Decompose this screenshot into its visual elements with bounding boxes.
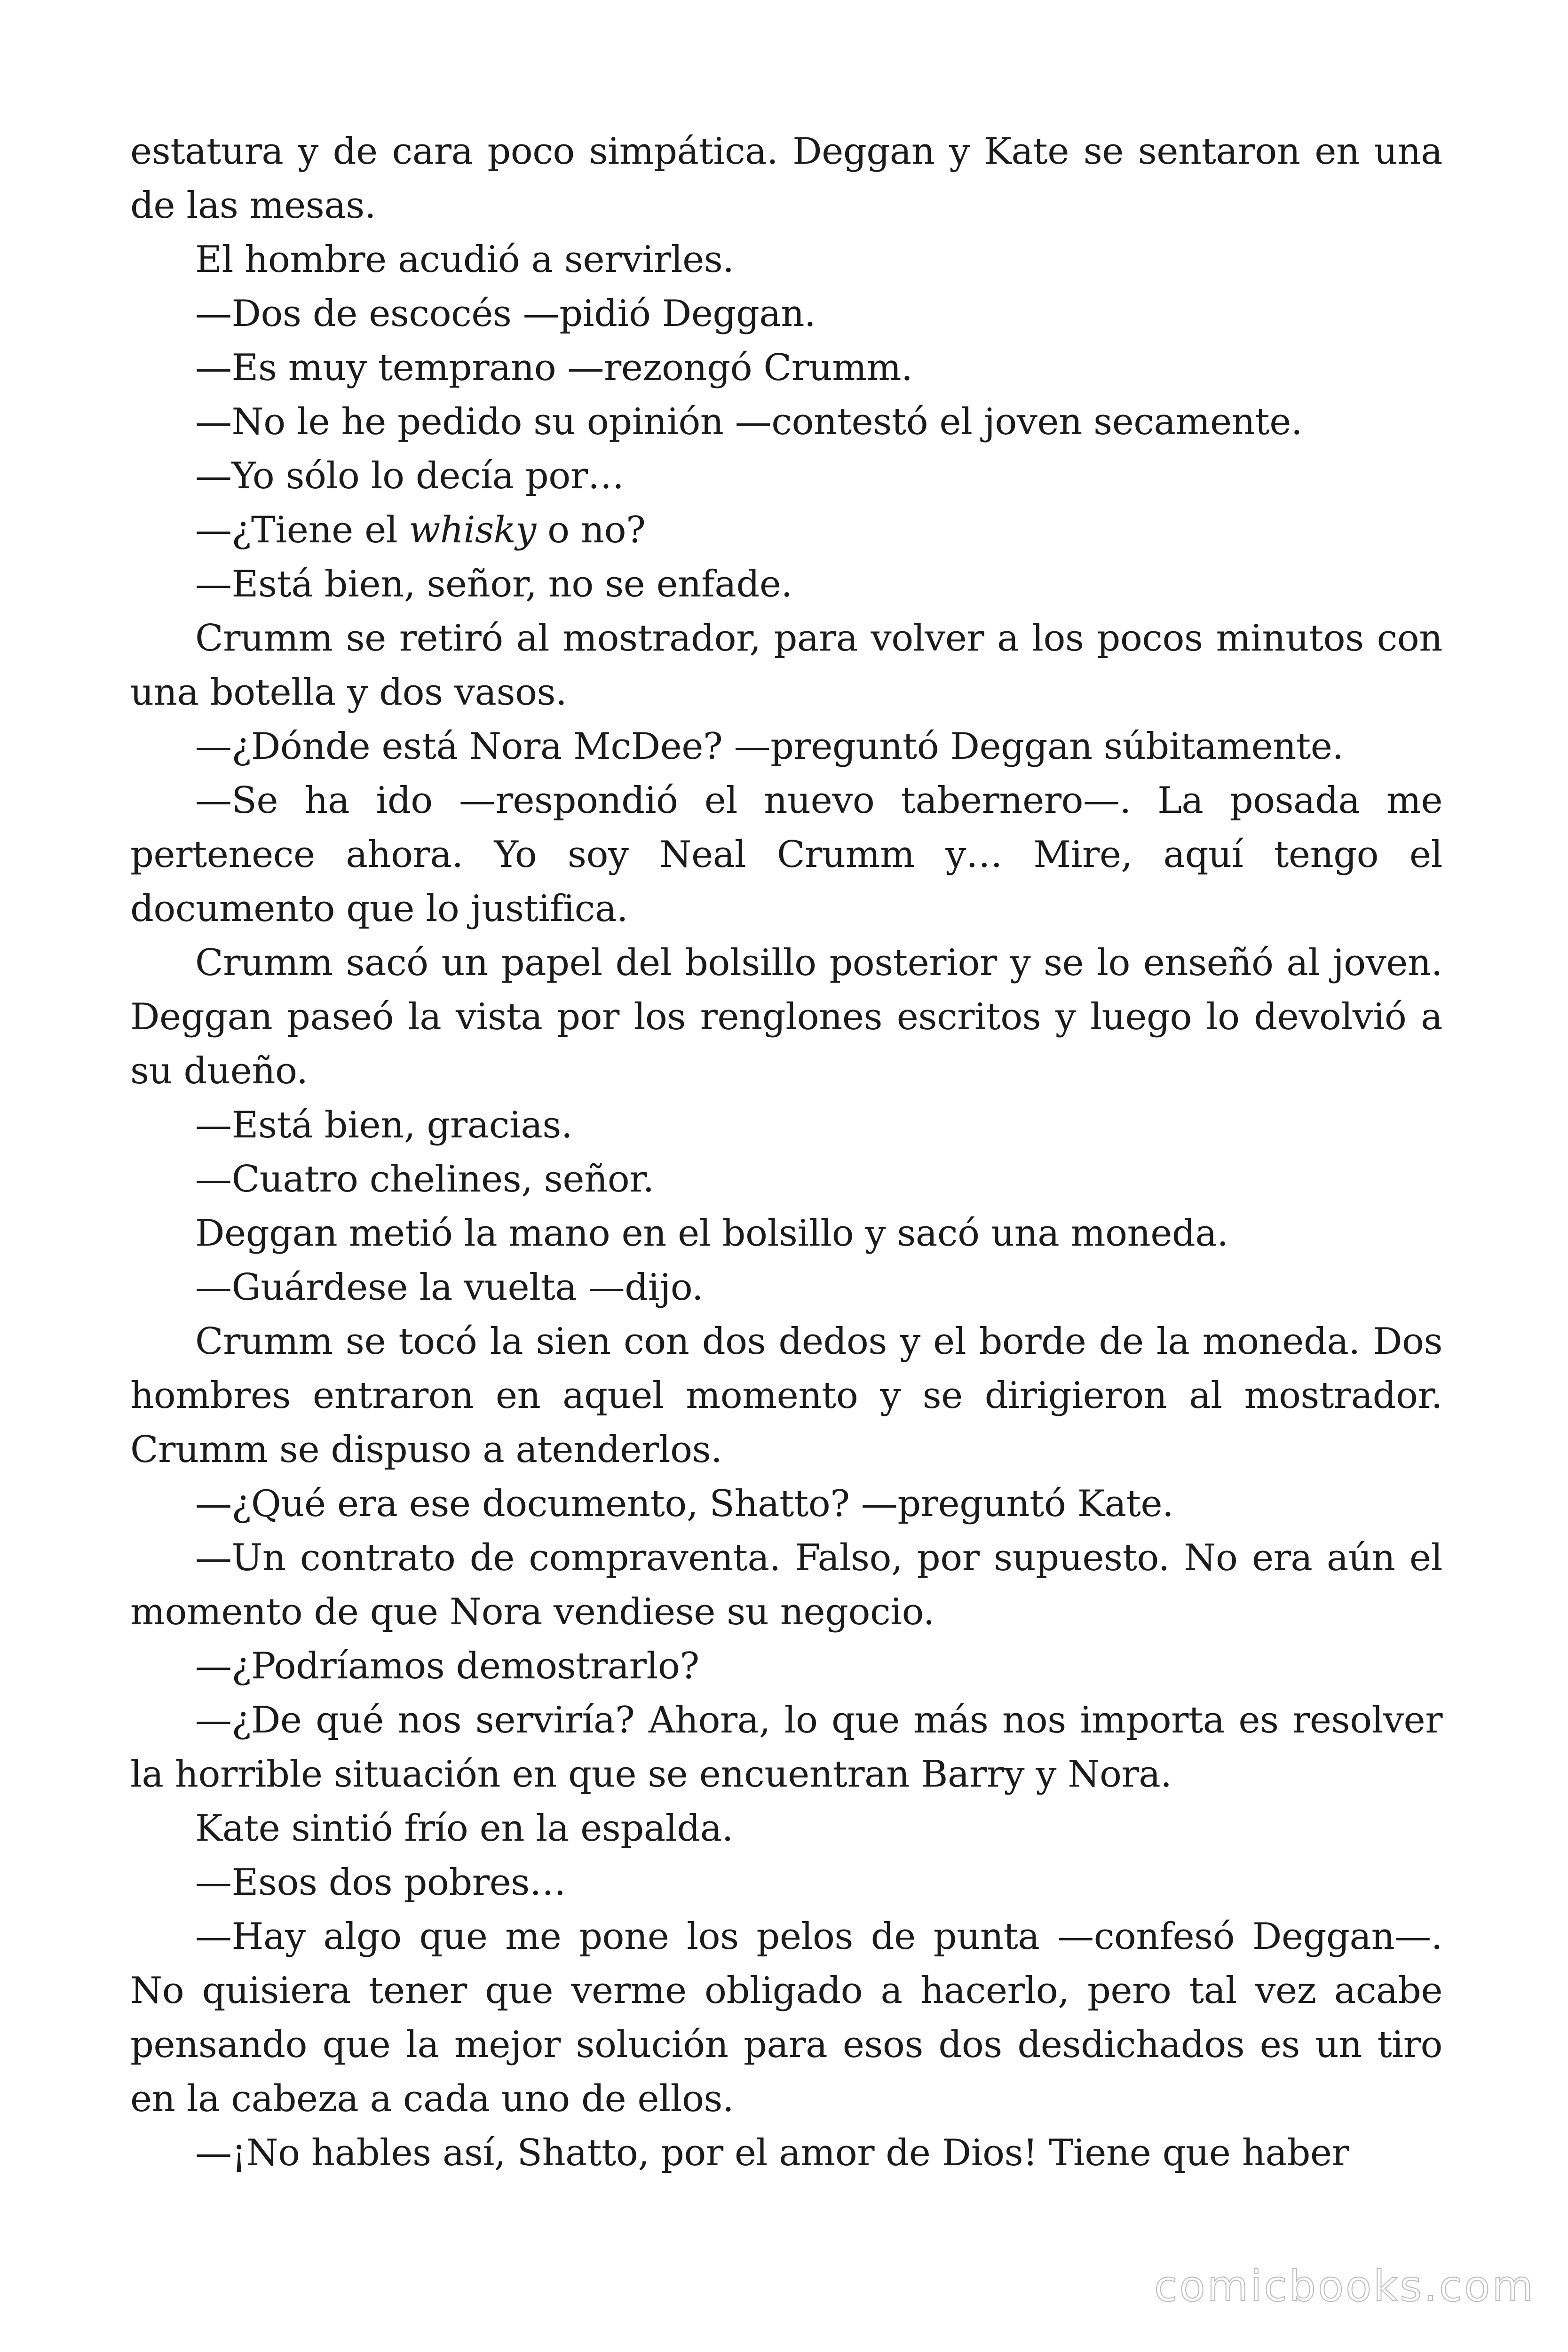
- paragraph-text: —¿Tiene el: [195, 509, 409, 551]
- paragraph: —Guárdese la vuelta —dijo.: [195, 1266, 704, 1309]
- paragraph: —Hay algo que me pone los pelos de punta —confesó Deggan—. No quisiera tener que verme obligado a hacerlo, pero tal vez acabe pensando que la mejor solución para esos dos desdichados es un tiro en la cabeza a cada uno de ellos.: [130, 1915, 1442, 2120]
- italic-word: whisky: [409, 509, 536, 551]
- paragraph: —¿Podríamos demostrarlo?: [195, 1645, 699, 1687]
- paragraph: —Cuatro chelines, señor.: [195, 1158, 654, 1200]
- paragraph: —¿Qué era ese documento, Shatto? —preguntó Kate.: [195, 1483, 1174, 1525]
- paragraph: —Dos de escocés —pidió Deggan.: [195, 293, 816, 335]
- paragraph: —Yo sólo lo decía por…: [195, 455, 625, 497]
- paragraph-text: o no?: [536, 509, 646, 551]
- paragraph: El hombre acudió a servirles.: [195, 238, 734, 281]
- paragraph: estatura y de cara poco simpática. Deggan y Kate se sentaron en una de las mesas.: [130, 130, 1442, 227]
- paragraph: Crumm sacó un papel del bolsillo posterior y se lo enseñó al joven. Deggan paseó la vista por los renglones escritos y luego lo devolvió a su dueño.: [130, 942, 1442, 1092]
- paragraph: —¿De qué nos serviría? Ahora, lo que más nos importa es resolver la horrible situación en que se encuentran Barry y Nora.: [130, 1699, 1442, 1796]
- paragraph: Deggan metió la mano en el bolsillo y sacó una moneda.: [195, 1212, 1228, 1255]
- paragraph: —¿Dónde está Nora McDee? —preguntó Deggan súbitamente.: [195, 725, 1344, 768]
- paragraph: —Es muy temprano —rezongó Crumm.: [195, 347, 913, 389]
- paragraph: Crumm se retiró al mostrador, para volver a los pocos minutos con una botella y dos vasos.: [130, 617, 1442, 714]
- paragraph: —Se ha ido —respondió el nuevo tabernero—. La posada me pertenece ahora. Yo soy Neal Crumm y… Mire, aquí tengo el documento que lo justifica.: [130, 779, 1442, 930]
- paragraph: Kate sintió frío en la espalda.: [195, 1807, 733, 1850]
- paragraph: —Un contrato de compraventa. Falso, por supuesto. No era aún el momento de que Nora vendiese su negocio.: [130, 1537, 1442, 1633]
- paragraph: —No le he pedido su opinión —contestó el joven secamente.: [195, 401, 1303, 443]
- body-text: [130, 125, 1442, 2180]
- paragraph: —Está bien, gracias.: [195, 1104, 573, 1146]
- paragraph: —¡No hables así, Shatto, por el amor de Dios! Tiene que haber: [195, 2132, 1349, 2174]
- paragraph: —Esos dos pobres…: [195, 1861, 566, 1904]
- paragraph: Crumm se tocó la sien con dos dedos y el borde de la moneda. Dos hombres entraron en aquel momento y se dirigieron al mostrador. Crumm se dispuso a atenderlos.: [130, 1320, 1442, 1471]
- paragraph: —Está bien, señor, no se enfade.: [195, 563, 792, 605]
- paragraph: [130, 503, 1442, 557]
- watermark: comicbooks.com: [1154, 2262, 1535, 2311]
